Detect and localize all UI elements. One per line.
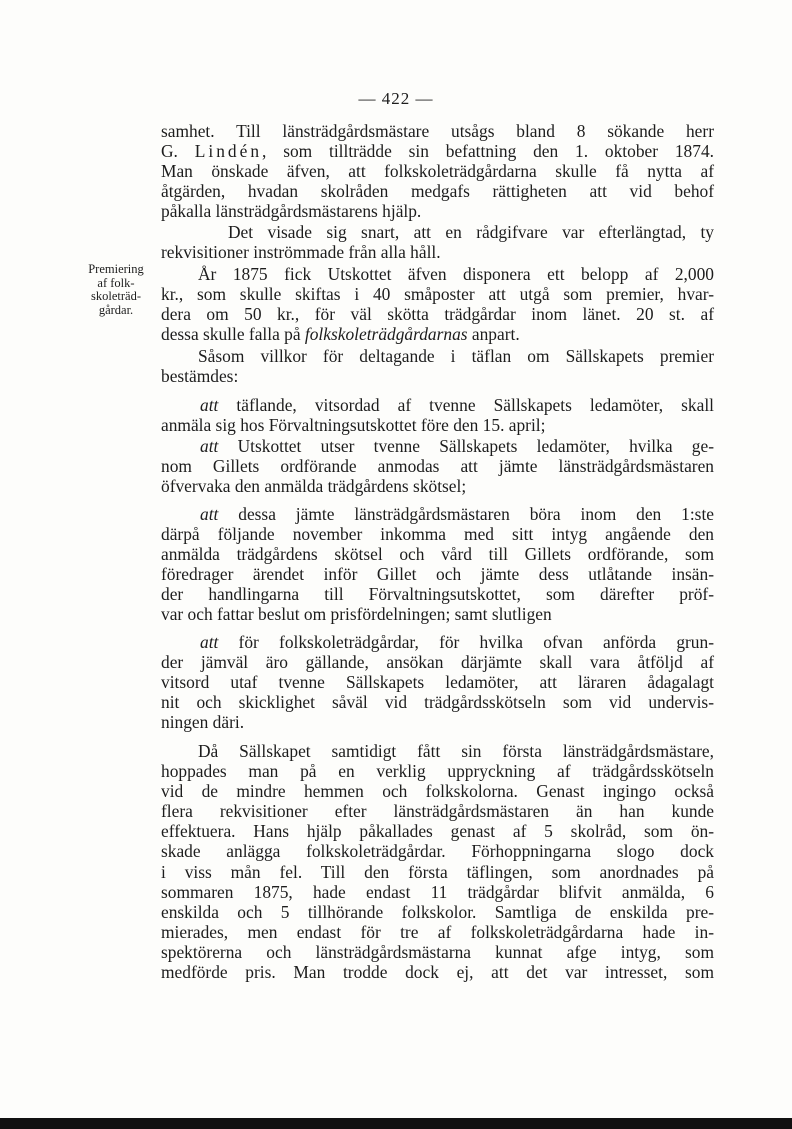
text-line: Man önskade äfven, att folkskoleträdgårdarna skulle få nytta af bbox=[161, 161, 714, 182]
text-line: påkalla länsträdgårdsmästarens hjälp. bbox=[161, 201, 422, 222]
text-line: flera rekvisitioner efter länsträdgårdsmästaren än han kunde bbox=[161, 801, 714, 822]
text-line: medförde pris. Man trodde dock ej, att det var intresset, som bbox=[161, 962, 714, 983]
text-line: enskilda och 5 tillhörande folkskolor. Samtliga de enskilda pre- bbox=[161, 901, 714, 922]
name-spaced: Lindén bbox=[194, 141, 263, 162]
text-line: Såsom villkor för deltagande i täflan om Sällskapets premier bbox=[198, 346, 714, 366]
text-line: G. Lindén, som tillträdde sin befattning den 1. oktober 1874. bbox=[161, 141, 714, 162]
text-line: skade anlägga folkskoleträdgårdar. Förhoppningarna slogo dock bbox=[161, 841, 714, 862]
text-line: att för folkskoleträdgårdar, för hvilka ofvan anförda grun- bbox=[200, 632, 714, 652]
page-number: — 422 — bbox=[358, 89, 434, 108]
text-line: bestämdes: bbox=[161, 366, 239, 387]
text-line: att dessa jämte länsträdgårdsmästaren böra inom den 1:ste bbox=[200, 504, 714, 524]
paragraph-advisor bbox=[161, 222, 714, 262]
text-line: hoppades man på en verklig uppryckning af trädgårdsskötseln bbox=[161, 761, 714, 782]
text-line: der handlingarna till Förvaltningsutskottet, som därefter pröf- bbox=[161, 584, 714, 605]
paragraph-appointment bbox=[161, 121, 714, 221]
text-line: därpå följande november inkomma med sitt intyg angående den bbox=[161, 524, 714, 545]
paragraph-outcome bbox=[161, 741, 714, 982]
clause-2 bbox=[161, 436, 714, 496]
text-line: der jämväl äro gällande, ansökan därjämte skall vara åtföljd af bbox=[161, 652, 714, 673]
text-line: nom Gillets ordförande anmodas att jämte länsträdgårdsmästaren bbox=[161, 456, 714, 477]
text-line: vitsord utaf tvenne Sällskapets ledamöter, att läraren ådagalagt bbox=[161, 672, 714, 693]
text-line: dessa skulle falla på folkskoleträdgårdarnas anpart. bbox=[161, 324, 520, 345]
margin-note-line: Premiering bbox=[88, 262, 144, 276]
text-line: spektörerna och länsträdgårdsmästarna kunnat afge intyg, som bbox=[161, 941, 714, 962]
text-line: sommaren 1875, hade endast 11 trädgårdar blifvit anmälda, 6 bbox=[161, 881, 714, 902]
margin-note-line: af folk- bbox=[97, 275, 135, 290]
text-line: rekvisitioner inströmmade från alla håll. bbox=[161, 242, 441, 263]
italic-term: folkskoleträdgårdarnas bbox=[304, 324, 468, 345]
margin-note-line: skoleträd- bbox=[91, 289, 141, 303]
text-line: ningen däri. bbox=[161, 712, 245, 733]
scan-edge-bar bbox=[0, 1118, 792, 1129]
text-line: öfvervaka den anmälda trädgårdens skötsel; bbox=[161, 476, 467, 497]
text-line: År 1875 fick Utskottet äfven disponera ett belopp af 2,000 bbox=[198, 264, 714, 284]
paragraph-conditions bbox=[161, 346, 714, 386]
text-line: Det visade sig snart, att en rådgifvare var efterlängtad, ty bbox=[228, 222, 714, 242]
text-line: samhet. Till länsträdgårdsmästare utsågs bland 8 sökande herr bbox=[161, 121, 714, 141]
clause-word: att bbox=[200, 436, 219, 456]
text-line: nit och skicklighet såväl vid trädgårdsskötseln som vid undervis- bbox=[161, 692, 714, 713]
text-line: Då Sällskapet samtidigt fått sin första länsträdgårdsmästare, bbox=[198, 741, 714, 761]
text-line: att täflande, vitsordad af tvenne Sällskapets ledamöter, skall bbox=[200, 395, 714, 415]
text-line: dera om 50 kr., för väl skötta trädgårdar inom länet. 20 st. af bbox=[161, 304, 714, 325]
clause-4 bbox=[161, 632, 714, 732]
text-line: vid de mindre hemmen och folkskolorna. Genast ingingo också bbox=[161, 781, 714, 802]
text-line: var och fattar beslut om prisfördelningen; samt slutligen bbox=[161, 604, 552, 625]
text-line: i viss mån fel. Till den första täflingen, som anordnades på bbox=[161, 861, 714, 882]
paragraph-premiums bbox=[161, 264, 714, 344]
clause-1 bbox=[161, 395, 714, 435]
margin-note-line: gårdar. bbox=[98, 302, 134, 317]
clause-3 bbox=[161, 504, 714, 625]
text-line: föredrager ärendet inför Gillet och jämte dess utlåtande insän- bbox=[161, 564, 714, 585]
text-line: effektuera. Hans hjälp påkallades genast af 5 skolråd, som ön- bbox=[161, 821, 714, 842]
text-line: anmäla sig hos Förvaltningsutskottet före den 15. april; bbox=[161, 415, 546, 436]
text-line: mierades, men endast för tre af folkskoleträdgårdarna hade in- bbox=[161, 921, 714, 942]
text-line: åtgärden, hvadan skolråden medgafs rättigheten att vid behof bbox=[161, 181, 714, 202]
clause-word: att bbox=[200, 504, 219, 524]
clause-word: att bbox=[200, 632, 219, 652]
text-line: att Utskottet utser tvenne Sällskapets ledamöter, hvilka ge- bbox=[200, 436, 714, 456]
margin-note bbox=[72, 263, 160, 317]
clause-word: att bbox=[200, 395, 219, 415]
text-line: anmälda trädgårdens skötsel och vård till Gillets ordförande, som bbox=[161, 544, 714, 565]
text-line: kr., som skulle skiftas i 40 småposter att utgå som premier, hvar- bbox=[161, 284, 714, 305]
